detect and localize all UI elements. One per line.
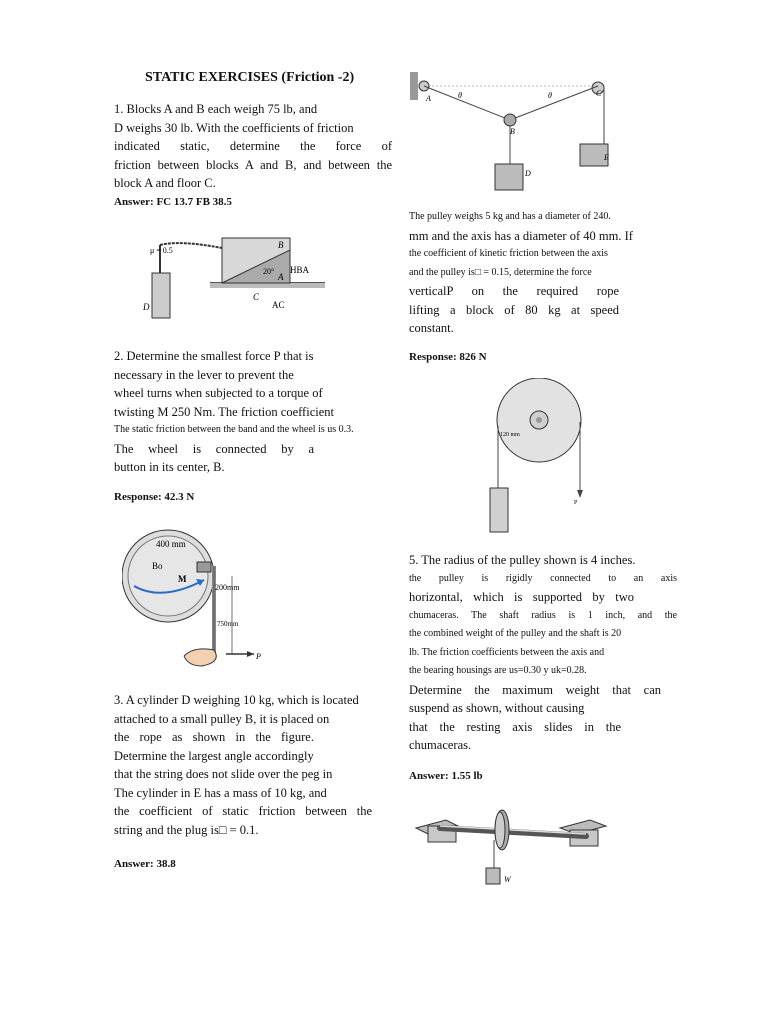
figure-shaft-bearings [410,800,610,892]
problem-2-line: button in its center, B. [114,460,225,474]
problem-2-line: 2. Determine the smallest force P that is [114,349,314,363]
fig1-hba: HBA [290,265,310,275]
problem-3-line: The cylinder in E has a mass of 10 kg, and [114,785,327,800]
fig1-mu: μ = 0.5 [150,246,173,255]
problem-1-line: D weighs 30 lb. With the coefficients of friction [114,120,354,135]
problem-5-line: that the resting axis slides in the [409,719,621,734]
problem-2-line: The wheel is connected by a [114,441,314,456]
problem-5-line: suspend as shown, without causing [409,701,585,715]
fig4-diameter: 120 mm [500,432,520,438]
problem-3-line: 3. A cylinder D weighing 10 kg, which is located [114,693,359,707]
fig3-label-b: B [510,127,515,136]
problem-2-line: wheel turns when subjected to a torque of [114,386,323,400]
fig3-theta-left: θ [458,91,462,100]
problem-3-line: string and the plug is□ = 0.1. [114,822,259,837]
fig1-ac: AC [272,300,285,310]
problem-4-line: and the pulley is□ = 0.15, determine the force [409,266,592,278]
problem-4-line: The pulley weighs 5 kg and has a diameter of 240. [409,211,611,222]
fig2-label-b: Bo [152,561,163,571]
page-title: STATIC EXERCISES (Friction -2) [145,70,355,85]
problem-5-line: 5. The radius of the pulley shown is 4 inches. [409,553,636,567]
problem-1-answer: Answer: FC 13.7 FB 38.5 [114,196,232,208]
problem-5-line: chumaceras. [409,738,472,752]
fig1-label-b: B [278,240,284,250]
problem-2-answer: Response: 42.3 N [114,491,195,503]
problem-5-answer: Answer: 1.55 lb [409,770,483,782]
problem-4-answer: Response: 826 N [409,351,487,363]
problem-1-line: indicated static, determine the force of [114,139,392,153]
fig1-angle: 20° [263,267,275,276]
problem-1-text [114,100,392,193]
fig2-200mm: 200mm [215,583,240,592]
problem-4-line: mm and the axis has a diameter of 40 mm. If [409,228,633,243]
problem-5-line: the pulley is rigidly connected to an axis [409,572,677,584]
problem-3-line: the coefficient of static friction between the [114,804,372,818]
problem-4-line: lifting a block of 80 kg at speed [409,302,619,317]
problem-1-line: friction between blocks A and B, and between the [114,157,392,172]
fig2-diameter: 400 mm [156,539,186,549]
problem-5-line: lb. The friction coefficients between the axis and [409,646,605,658]
fig5-label-w: W [504,875,511,884]
fig1-label-d: D [143,302,150,312]
problem-2-line: The static friction between the band and the wheel is us 0.3. [114,424,354,435]
figure-pulley-rope [410,68,610,193]
fig3-label-a: A [426,94,431,103]
problem-3-text [114,691,372,839]
fig3-theta-right: θ [548,91,552,100]
problem-4-line: the coefficient of kinetic friction between the axis [409,248,608,259]
figure-pulley-axle [484,378,594,538]
problem-5-line: chumaceras. The shaft radius is 1 inch, and the [409,609,677,621]
problem-5-line: horizontal, which is supported by two [409,590,634,604]
fig1-label-a: A [278,272,284,282]
problem-4-text [409,208,679,338]
problem-3-line: the rope as shown in the figure. [114,730,314,744]
problem-5-text [409,551,677,755]
fig2-label-m: M [178,574,187,584]
fig2-label-p: P [256,652,261,661]
fig4-label-p: P [574,500,578,506]
fig3-label-d: D [525,169,531,178]
problem-5-line: the bearing housings are us=0.30 y uk=0.28. [409,665,587,676]
fig3-label-c: C [596,89,602,98]
fig3-label-e: E [604,153,609,162]
problem-2-line: twisting M 250 Nm. The friction coefficient [114,404,334,419]
figure-band-brake [122,524,272,674]
problem-3-answer: Answer: 38.8 [114,858,176,870]
problem-3-line: that the string does not slide over the peg in [114,767,333,781]
problem-2-text [114,347,382,477]
problem-1-line: 1. Blocks A and B each weigh 75 lb, and [114,102,318,116]
fig1-label-c: C [253,292,260,302]
problem-3-line: attached to a small pulley B, it is placed on [114,711,330,726]
problem-3-line: Determine the largest angle accordingly [114,748,314,763]
problem-5-line: the combined weight of the pulley and the shaft is 20 [409,628,622,639]
problem-2-line: necessary in the lever to prevent the [114,367,294,382]
problem-1-line: block A and floor C. [114,176,216,190]
problem-4-line: verticalP on the required rope [409,284,619,298]
problem-4-line: constant. [409,321,454,335]
fig2-750mm: 750mm [217,620,239,628]
problem-5-line: Determine the maximum weight that can [409,682,661,697]
figure-blocks [140,228,330,323]
